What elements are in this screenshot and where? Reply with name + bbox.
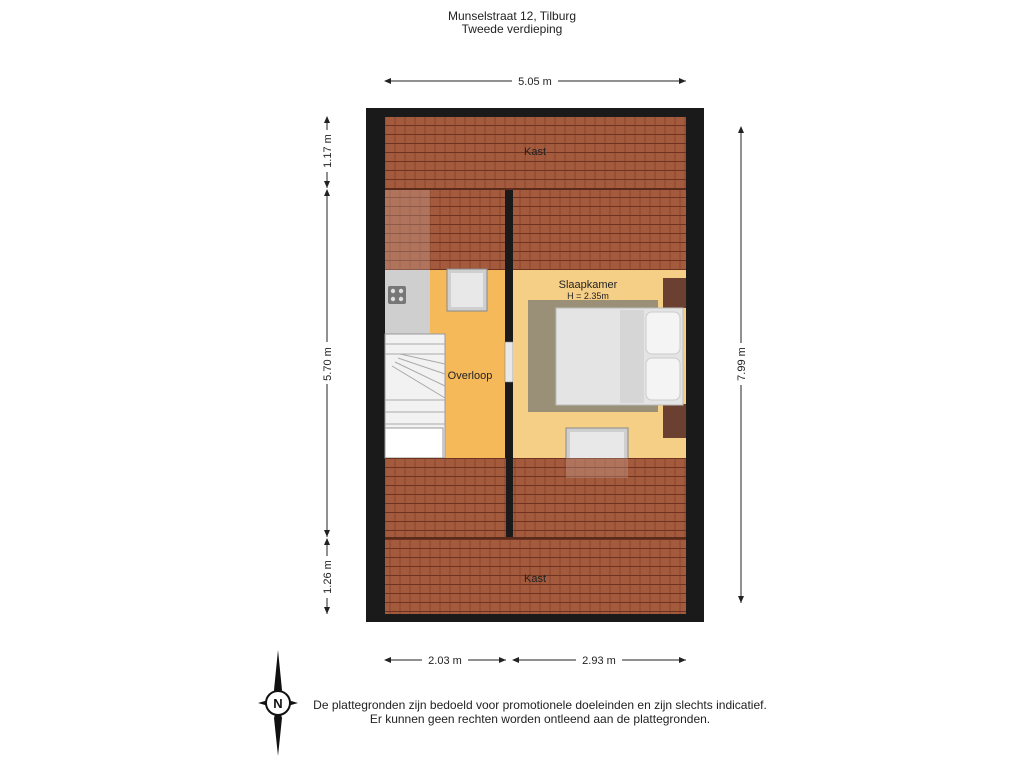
dim-label-top: 5.05 m: [518, 76, 552, 88]
pillow-bottom: [646, 358, 680, 400]
label-kast-bottom: Kast: [523, 573, 547, 585]
roof-upper-shade: [385, 190, 430, 270]
bed-blanket-fold: [620, 310, 644, 403]
nightstand-bottom: [663, 404, 686, 438]
dim-label-left-middle: 5.70 m: [322, 347, 334, 381]
label-slaapkamer: Slaapkamer: [558, 279, 618, 291]
sink-icon: [388, 286, 406, 304]
dim-label-right: 7.99 m: [736, 347, 748, 381]
dim-label-left-top: 1.17 m: [322, 134, 334, 168]
disclaimer-line-1: De plattegronden zijn bedoeld voor promotionele doeleinden en zijn slechts indicatief.: [313, 698, 767, 712]
plan-floor-name: Tweede verdieping: [461, 22, 563, 36]
compass-icon: [258, 650, 298, 756]
plan-address: Munselstraat 12, Tilburg: [447, 9, 577, 23]
roof-lower-left: [385, 458, 506, 538]
dim-label-bottom-right: 2.93 m: [582, 655, 616, 667]
label-kast-top: Kast: [523, 146, 547, 158]
dim-label-bottom-left: 2.03 m: [428, 655, 462, 667]
door: [505, 342, 513, 382]
compass-letter: N: [273, 696, 283, 711]
disclaimer-line-2: Er kunnen geen rechten worden ontleend aan de plattegronden.: [369, 712, 711, 726]
label-slaapkamer-height: H = 2.35m: [567, 291, 609, 301]
nightstand-top: [663, 278, 686, 308]
pillow-top: [646, 312, 680, 354]
dim-label-left-bottom: 1.26 m: [322, 560, 334, 594]
label-overloop: Overloop: [447, 370, 493, 382]
roof-upper: [385, 190, 686, 270]
